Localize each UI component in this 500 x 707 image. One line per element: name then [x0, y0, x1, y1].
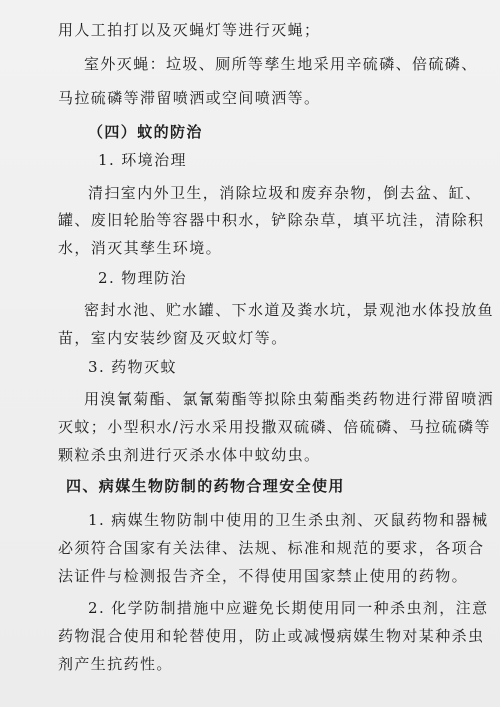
text-line: 1. 病媒生物防制中使用的卫生杀虫剂、灭鼠药物和器械	[88, 511, 489, 529]
text-line: 剂产生抗药性。	[58, 655, 173, 673]
text-line: 马拉硫磷等滞留喷洒或空间喷洒等。	[58, 89, 321, 107]
text-line: 苗，室内安装纱窗及灭蚊灯等。	[58, 329, 288, 347]
subsection-heading: 3. 药物灭蚊	[88, 358, 177, 376]
text-line: 药物混合使用和轮替使用，防止或减慢病媒生物对某种杀虫	[58, 627, 485, 645]
text-line: 2. 化学防制措施中应避免长期使用同一种杀虫剂，注意	[88, 599, 489, 617]
text-line: 用溴氰菊酯、氯氰菊酯等拟除虫菊酯类药物进行滞留喷洒	[84, 390, 495, 408]
text-line: 必须符合国家有关法律、法规、标准和规范的要求，各项合	[58, 539, 485, 557]
text-line: 清扫室内外卫生，消除垃圾和废弃杂物，倒去盆、缸、	[88, 184, 482, 202]
subsection-heading: 2. 物理防治	[98, 269, 187, 287]
section-heading: 四、病媒生物防制的药物合理安全使用	[66, 477, 345, 495]
text-line: 用人工拍打以及灭蝇灯等进行灭蝇；	[58, 21, 321, 39]
section-heading: （四）蚊的防治	[88, 123, 203, 141]
text-line: 密封水池、贮水罐、下水道及粪水坑，景观池水体投放鱼	[84, 301, 495, 319]
text-line: 室外灭蝇：垃圾、厕所等孳生地采用辛硫磷、倍硫磷、	[84, 55, 478, 73]
text-line: 颗粒杀虫剂进行灭杀水体中蚊幼虫。	[58, 446, 321, 464]
subsection-heading: 1. 环境治理	[98, 151, 187, 169]
text-line: 灭蚊；小型积水/污水采用投撒双硫磷、倍硫磷、马拉硫磷等	[58, 418, 491, 436]
text-line: 罐、废旧轮胎等容器中积水，铲除杂草，填平坑洼，清除积	[58, 211, 485, 229]
text-line: 法证件与检测报告齐全，不得使用国家禁止使用的药物。	[58, 567, 469, 585]
text-line: 水，消灭其孳生环境。	[58, 239, 223, 257]
